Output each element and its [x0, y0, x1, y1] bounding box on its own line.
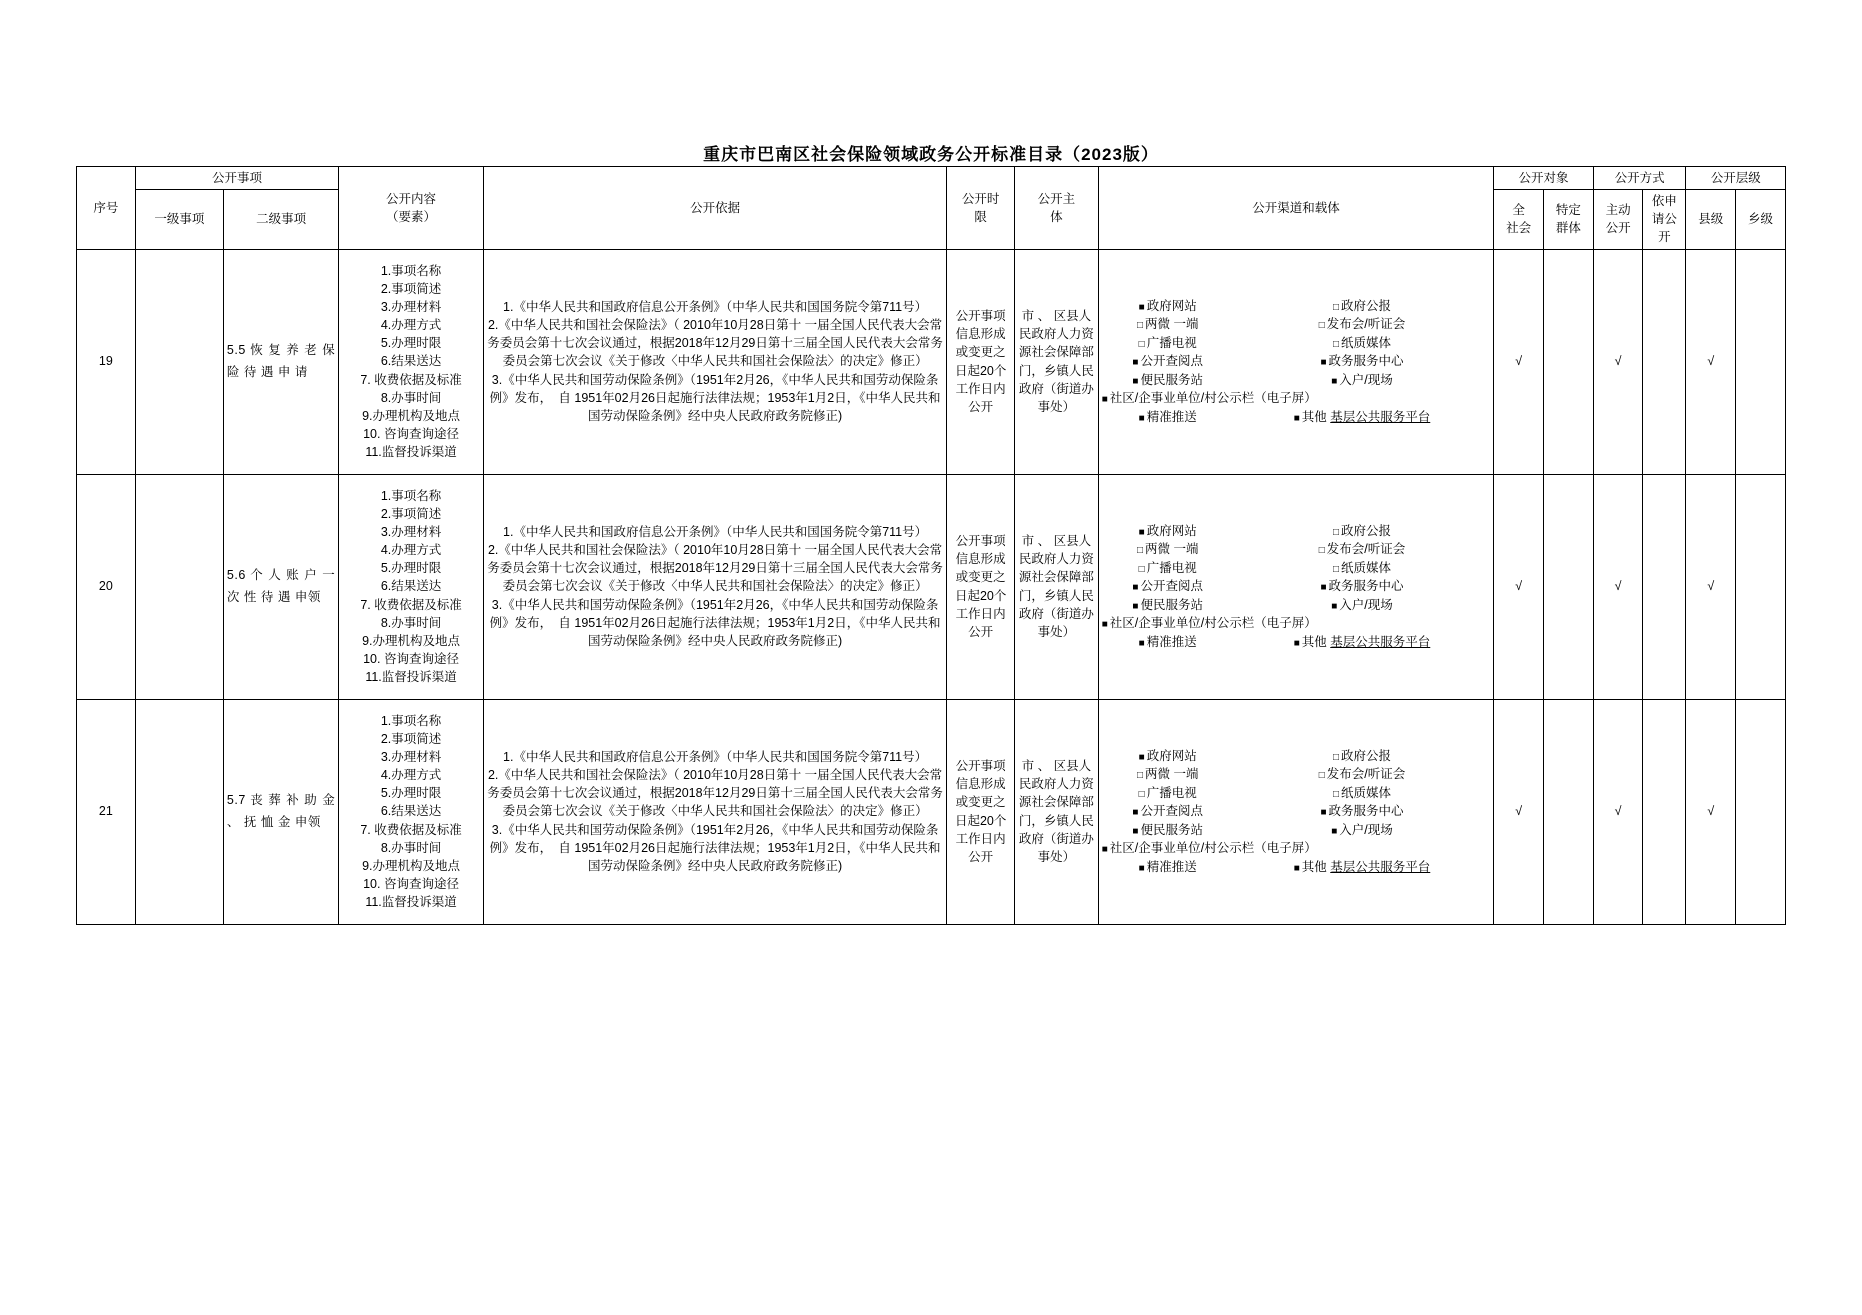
cell-level2: [223, 474, 338, 699]
header-method-active-l1: 主动: [1605, 203, 1631, 218]
channel-option[interactable]: ■ 政务服务中心: [1234, 802, 1491, 821]
channel-option[interactable]: ■ 政府网站: [1102, 747, 1234, 766]
header-level1: 一级事项: [135, 190, 223, 249]
catalog-table-container: [76, 166, 1786, 925]
element-item: 7. 收费依据及标准: [360, 822, 462, 837]
header-subject: [1015, 167, 1099, 250]
channel-option[interactable]: ■ 社区/企事业单位/村公示栏（电子屏）: [1102, 389, 1317, 408]
level2-item-name: 5.6 个 人 账 户 一 次 性 待 遇 申领: [226, 568, 336, 604]
element-item: 1.事项名称: [380, 263, 442, 278]
header-content-line1: 公开内容: [386, 191, 437, 206]
cell-time-limit: 公开事项信息形成或变更之日起20个工作日内公开: [947, 474, 1015, 699]
cell-level-town: [1736, 699, 1786, 924]
element-item: 3.办理材料: [380, 750, 442, 765]
basis-paragraph: 2.《中华人民共和国社会保险法》（ 2010年10月28日第十 一届全国人民代表大会常务委员会第十七次会议通过，根据2018年12月29日第十三届全国人民代表大会常务委员会第七次会议《关于修改〈中华人民共和国社会保险法〉的决定》修正）: [487, 318, 943, 369]
channel-option[interactable]: □ 发布会/听证会: [1234, 765, 1491, 784]
channel-other-value: 基层公共服务平台: [1330, 409, 1431, 424]
channel-row: [1102, 352, 1491, 371]
element-item: 10. 咨询查询途径: [363, 651, 459, 666]
header-audience-specific-l1: 特定: [1555, 203, 1581, 218]
element-item: 1.事项名称: [380, 488, 442, 503]
cell-method-active: √: [1593, 699, 1643, 924]
element-item: 8.办事时间: [380, 840, 442, 855]
header-seq: 序号: [77, 167, 136, 250]
channel-option[interactable]: □ 两微 一端: [1102, 315, 1234, 334]
channel-option[interactable]: ■ 便民服务站: [1102, 596, 1234, 615]
cell-level1: [135, 699, 223, 924]
channel-row: [1102, 371, 1491, 390]
element-item: 2.事项简述: [380, 281, 442, 296]
table-body: [77, 249, 1786, 924]
table-row: [77, 699, 1786, 924]
element-item: 2.事项简述: [380, 506, 442, 521]
element-item: 6.结果送达: [380, 804, 442, 819]
header-audience: 公开对象: [1494, 167, 1593, 190]
element-item: 5.办理时限: [380, 786, 442, 801]
channel-row: [1102, 408, 1491, 427]
cell-subject: 市 、 区县人民政府人力资源社会保障部门，乡镇人民政府（街道办事处）: [1015, 474, 1099, 699]
header-subject-line1: 公开主: [1037, 191, 1076, 206]
header-method-active: [1593, 190, 1643, 249]
document-title: 重庆市巴南区社会保险领域政务公开标准目录（2023版）: [703, 145, 1159, 164]
element-item: 4.办理方式: [380, 543, 442, 558]
cell-level1: [135, 249, 223, 474]
cell-level-town: [1736, 249, 1786, 474]
basis-paragraph: 1.《中华人民共和国政府信息公开条例》（中华人民共和国国务院令第711号）: [503, 750, 928, 765]
channel-row: [1102, 315, 1491, 334]
cell-basis: [483, 699, 946, 924]
channel-option[interactable]: ■ 社区/企事业单位/村公示栏（电子屏）: [1102, 839, 1317, 858]
elements-list: [342, 712, 480, 911]
cell-level2: [223, 699, 338, 924]
channel-option[interactable]: ■ 精准推送: [1102, 858, 1234, 877]
element-item: 4.办理方式: [380, 768, 442, 783]
channel-row: [1102, 522, 1491, 541]
channel-row: [1102, 821, 1491, 840]
header-audience-all: [1494, 190, 1544, 249]
channel-option[interactable]: ■ 精准推送: [1102, 633, 1234, 652]
channel-option[interactable]: ■ 入户/现场: [1234, 821, 1491, 840]
cell-level2: [223, 249, 338, 474]
element-item: 6.结果送达: [380, 579, 442, 594]
header-method-apply: [1643, 190, 1686, 249]
channel-row: [1102, 389, 1491, 408]
header-method-active-l2: 公开: [1605, 221, 1631, 236]
header-content-line2: （要素）: [386, 209, 437, 224]
elements-list: [342, 262, 480, 461]
channel-other-value: 基层公共服务平台: [1330, 859, 1431, 874]
cell-channels: [1098, 699, 1494, 924]
cell-content-elements: [339, 474, 484, 699]
channel-option[interactable]: ■ 其他 基层公共服务平台: [1234, 408, 1491, 427]
channel-row: [1102, 614, 1491, 633]
channel-other-value: 基层公共服务平台: [1330, 634, 1431, 649]
cell-channels: [1098, 474, 1494, 699]
element-item: 11.监督投诉渠道: [365, 895, 457, 910]
header-level2: 二级事项: [223, 190, 338, 249]
header-level-county: 县级: [1686, 190, 1736, 249]
channel-option[interactable]: □ 广播电视: [1102, 334, 1234, 353]
cell-method-apply: [1643, 699, 1686, 924]
cell-method-active: √: [1593, 474, 1643, 699]
channel-option[interactable]: ■ 其他 基层公共服务平台: [1234, 633, 1491, 652]
element-item: 10. 咨询查询途径: [363, 876, 459, 891]
channel-row: [1102, 633, 1491, 652]
header-method-apply-l3: 开: [1658, 230, 1671, 245]
basis-paragraph: 3.《中华人民共和国劳动保险条例》（1951年2月26，《中华人民共和国劳动保险条例》发布， 自 1951年02月26日起施行法律法规；1953年1月2日，《中华人民共和国劳动保险条例》经中央人民政府政务院修正): [489, 372, 941, 423]
channel-row: [1102, 747, 1491, 766]
basis-paragraph: 3.《中华人民共和国劳动保险条例》（1951年2月26，《中华人民共和国劳动保险条例》发布， 自 1951年02月26日起施行法律法规；1953年1月2日，《中华人民共和国劳动保险条例》经中央人民政府政务院修正): [489, 597, 941, 648]
cell-content-elements: [339, 699, 484, 924]
cell-method-apply: [1643, 474, 1686, 699]
table-row: [77, 474, 1786, 699]
header-subject-line2: 体: [1050, 209, 1063, 224]
channel-option[interactable]: ■ 社区/企事业单位/村公示栏（电子屏）: [1102, 614, 1317, 633]
channel-option[interactable]: ■ 政府网站: [1102, 297, 1234, 316]
level2-item-name: 5.5 恢 复 养 老 保 险 待 遇 申 请: [226, 343, 336, 379]
cell-subject: 市 、 区县人民政府人力资源社会保障部门，乡镇人民政府（街道办事处）: [1015, 249, 1099, 474]
header-public-matters: 公开事项: [135, 167, 338, 190]
cell-method-active: √: [1593, 249, 1643, 474]
channel-row: [1102, 784, 1491, 803]
channel-option[interactable]: □ 纸质媒体: [1234, 334, 1491, 353]
cell-level-town: [1736, 474, 1786, 699]
element-item: 7. 收费依据及标准: [360, 372, 462, 387]
header-row-1: [77, 167, 1786, 190]
element-item: 5.办理时限: [380, 336, 442, 351]
element-item: 6.结果送达: [380, 354, 442, 369]
cell-audience-all: √: [1494, 474, 1544, 699]
catalog-table: [76, 166, 1786, 925]
cell-audience-specific: [1544, 699, 1594, 924]
cell-channels: [1098, 249, 1494, 474]
cell-basis: [483, 249, 946, 474]
cell-audience-specific: [1544, 474, 1594, 699]
cell-time-limit: 公开事项信息形成或变更之日起20个工作日内公开: [947, 699, 1015, 924]
header-channel: 公开渠道和载体: [1098, 167, 1494, 250]
channel-option[interactable]: ■ 入户/现场: [1234, 371, 1491, 390]
header-audience-all-l1: 全: [1512, 203, 1525, 218]
channel-option[interactable]: □ 广播电视: [1102, 559, 1234, 578]
channel-option[interactable]: ■ 公开查阅点: [1102, 577, 1234, 596]
header-audience-specific-l2: 群体: [1555, 221, 1581, 236]
element-item: 9.办理机构及地点: [362, 858, 461, 873]
cell-seq: 20: [77, 474, 136, 699]
element-item: 7. 收费依据及标准: [360, 597, 462, 612]
channel-option[interactable]: ■ 便民服务站: [1102, 821, 1234, 840]
cell-time-limit: 公开事项信息形成或变更之日起20个工作日内公开: [947, 249, 1015, 474]
header-audience-all-l2: 社会: [1506, 221, 1532, 236]
basis-paragraph: 2.《中华人民共和国社会保险法》（ 2010年10月28日第十 一届全国人民代表大会常务委员会第十七次会议通过，根据2018年12月29日第十三届全国人民代表大会常务委员会第七次会议《关于修改〈中华人民共和国社会保险法〉的决定》修正）: [487, 768, 943, 819]
channel-row: [1102, 334, 1491, 353]
cell-level-county: √: [1686, 249, 1736, 474]
header-level: 公开层级: [1686, 167, 1786, 190]
cell-audience-specific: [1544, 249, 1594, 474]
channel-option[interactable]: □ 政府公报: [1234, 522, 1491, 541]
cell-level-county: √: [1686, 474, 1736, 699]
cell-content-elements: [339, 249, 484, 474]
cell-level1: [135, 474, 223, 699]
element-item: 4.办理方式: [380, 318, 442, 333]
table-row: [77, 249, 1786, 474]
cell-level-county: √: [1686, 699, 1736, 924]
element-item: 5.办理时限: [380, 561, 442, 576]
element-item: 9.办理机构及地点: [362, 633, 461, 648]
level2-item-name: 5.7 丧 葬 补 助 金 、 抚 恤 金 申领: [226, 793, 336, 829]
channel-option[interactable]: □ 政府公报: [1234, 747, 1491, 766]
element-item: 11.监督投诉渠道: [365, 445, 457, 460]
cell-audience-all: √: [1494, 699, 1544, 924]
channel-option[interactable]: ■ 政府网站: [1102, 522, 1234, 541]
header-content: [339, 167, 484, 250]
header-level-town: 乡级: [1736, 190, 1786, 249]
channel-option[interactable]: ■ 政务服务中心: [1234, 352, 1491, 371]
cell-basis: [483, 474, 946, 699]
channel-option[interactable]: ■ 精准推送: [1102, 408, 1234, 427]
channel-row: [1102, 540, 1491, 559]
header-time-limit: [947, 167, 1015, 250]
element-item: 8.办事时间: [380, 615, 442, 630]
channel-option[interactable]: □ 两微 一端: [1102, 540, 1234, 559]
basis-paragraph: 1.《中华人民共和国政府信息公开条例》（中华人民共和国国务院令第711号）: [503, 525, 928, 540]
basis-paragraph: 1.《中华人民共和国政府信息公开条例》（中华人民共和国国务院令第711号）: [503, 300, 928, 315]
channel-option[interactable]: ■ 入户/现场: [1234, 596, 1491, 615]
header-audience-specific: [1544, 190, 1594, 249]
channel-option[interactable]: ■ 公开查阅点: [1102, 352, 1234, 371]
header-method-apply-l1: 依申: [1651, 194, 1677, 209]
channel-option[interactable]: ■ 便民服务站: [1102, 371, 1234, 390]
channel-option[interactable]: □ 发布会/听证会: [1234, 315, 1491, 334]
channel-option[interactable]: □ 两微 一端: [1102, 765, 1234, 784]
basis-paragraph: 2.《中华人民共和国社会保险法》（ 2010年10月28日第十 一届全国人民代表大会常务委员会第十七次会议通过，根据2018年12月29日第十三届全国人民代表大会常务委员会第七次会议《关于修改〈中华人民共和国社会保险法〉的决定》修正）: [487, 543, 943, 594]
channel-option[interactable]: □ 纸质媒体: [1234, 559, 1491, 578]
header-time-limit-line2: 限: [974, 209, 987, 224]
channel-row: [1102, 559, 1491, 578]
channel-option[interactable]: □ 广播电视: [1102, 784, 1234, 803]
basis-paragraph: 3.《中华人民共和国劳动保险条例》（1951年2月26，《中华人民共和国劳动保险条例》发布， 自 1951年02月26日起施行法律法规；1953年1月2日，《中华人民共和国劳动保险条例》经中央人民政府政务院修正): [489, 822, 941, 873]
channel-row: [1102, 858, 1491, 877]
element-item: 1.事项名称: [380, 713, 442, 728]
channel-option[interactable]: □ 政府公报: [1234, 297, 1491, 316]
cell-audience-all: √: [1494, 249, 1544, 474]
channel-row: [1102, 297, 1491, 316]
elements-list: [342, 487, 480, 686]
element-item: 11.监督投诉渠道: [365, 670, 457, 685]
element-item: 10. 咨询查询途径: [363, 426, 459, 441]
channel-row: [1102, 596, 1491, 615]
header-basis: 公开依据: [483, 167, 946, 250]
channel-row: [1102, 765, 1491, 784]
table-header: [77, 167, 1786, 250]
cell-subject: 市 、 区县人民政府人力资源社会保障部门，乡镇人民政府（街道办事处）: [1015, 699, 1099, 924]
channel-option[interactable]: ■ 政务服务中心: [1234, 577, 1491, 596]
channel-option[interactable]: ■ 公开查阅点: [1102, 802, 1234, 821]
cell-seq: 21: [77, 699, 136, 924]
element-item: 3.办理材料: [380, 525, 442, 540]
channel-option[interactable]: ■ 其他 基层公共服务平台: [1234, 858, 1491, 877]
element-item: 3.办理材料: [380, 300, 442, 315]
channel-option[interactable]: □ 纸质媒体: [1234, 784, 1491, 803]
channel-option[interactable]: □ 发布会/听证会: [1234, 540, 1491, 559]
channel-row: [1102, 802, 1491, 821]
header-time-limit-line1: 公开时: [961, 191, 1000, 206]
element-item: 2.事项简述: [380, 731, 442, 746]
cell-seq: 19: [77, 249, 136, 474]
channel-row: [1102, 577, 1491, 596]
header-method-apply-l2: 请公: [1651, 212, 1677, 227]
channel-row: [1102, 839, 1491, 858]
element-item: 9.办理机构及地点: [362, 408, 461, 423]
header-method: 公开方式: [1593, 167, 1686, 190]
cell-method-apply: [1643, 249, 1686, 474]
element-item: 8.办事时间: [380, 390, 442, 405]
